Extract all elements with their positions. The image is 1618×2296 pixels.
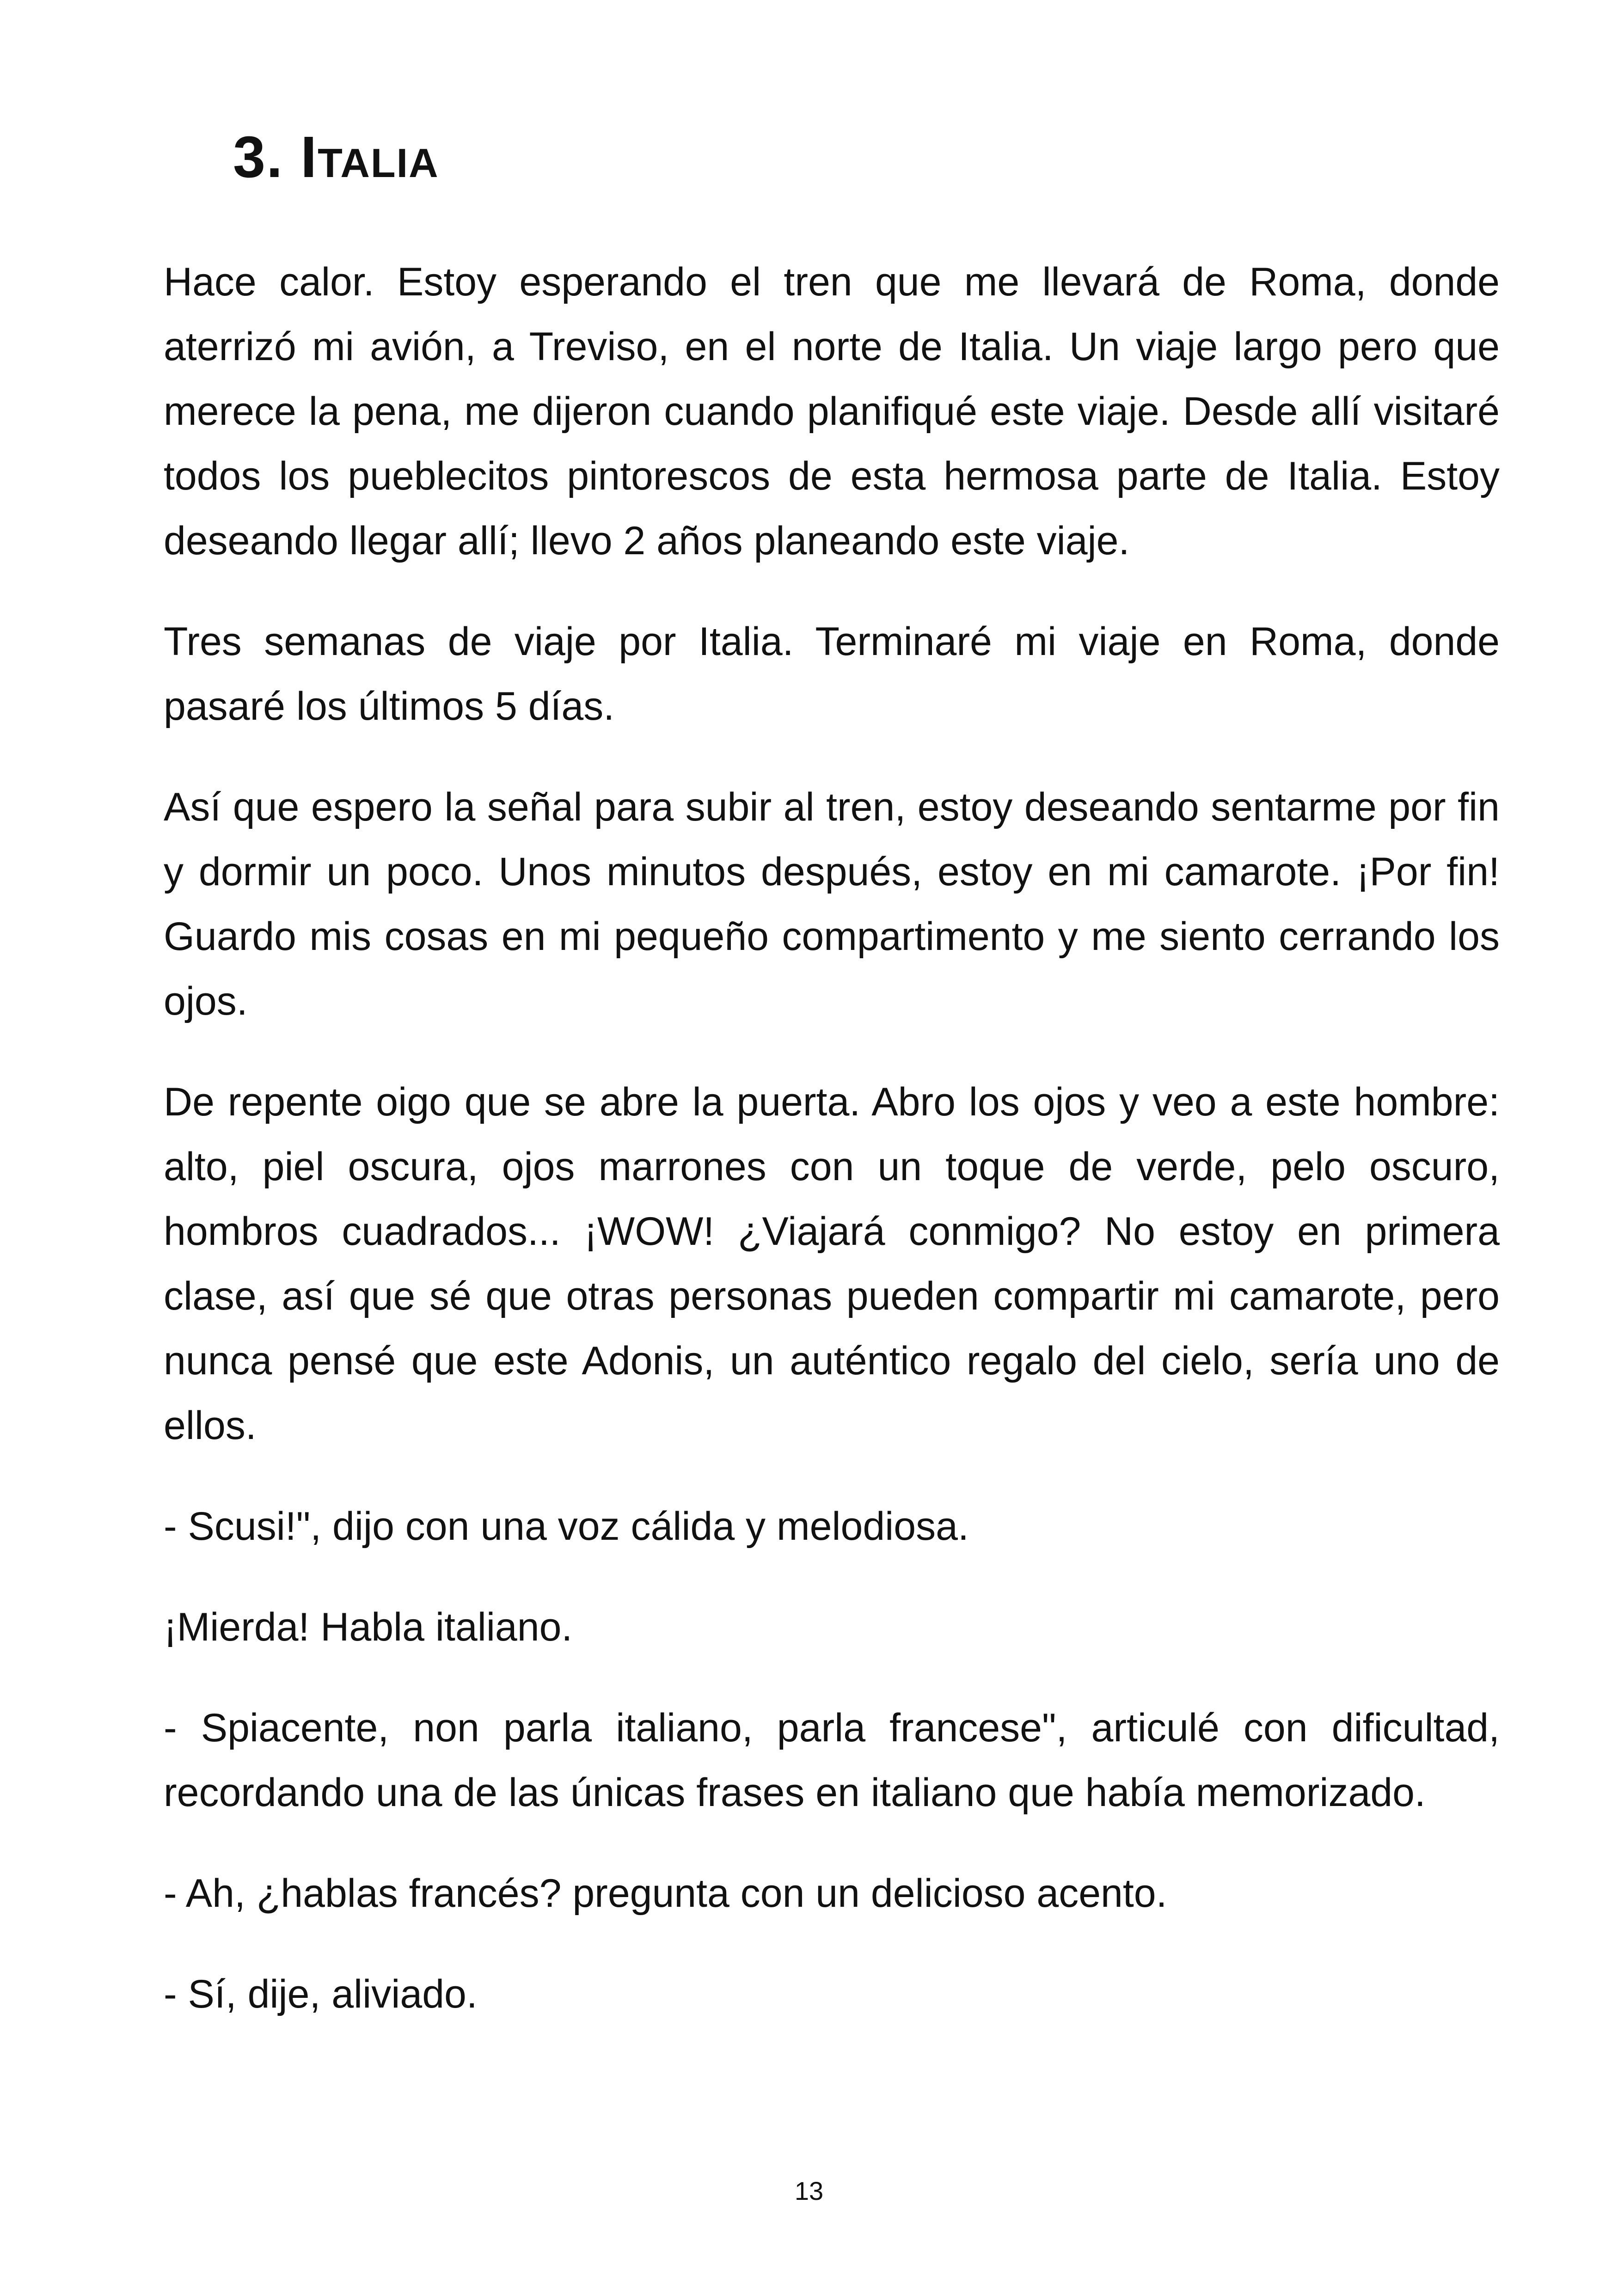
paragraph: ¡Mierda! Habla italiano. [164,1605,573,1649]
body-text [164,250,1500,2063]
paragraph: De repente oigo que se abre la puerta. Abro los ojos y veo a este hombre: alto, piel oscura, ojos marrones con un toque de verde, pelo oscuro, hombros cuadrados... ¡WOW! ¿Viajará conmigo? No estoy en primera clase, así que sé que otras personas pueden compartir mi camarote, pero nunca pensé que este Adonis, un auténtico regalo del cielo, sería uno de ellos. [164,1080,1500,1448]
paragraph: Hace calor. Estoy esperando el tren que me llevará de Roma, donde aterrizó mi avión, a Treviso, en el norte de Italia. Un viaje largo pero que merece la pena, me dijeron cuando planifiqué este viaje. Desde allí visitaré todos los pueblecitos pintorescos de esta hermosa parte de Italia. Estoy deseando llegar allí; llevo 2 años planeando este viaje. [164,260,1500,563]
dialogue-line: - Spiacente, non parla italiano, parla francese", articulé con dificultad, recordando una de las únicas frases en italiano que había memorizado. [164,1706,1500,1815]
chapter-title: 3. Italia [233,124,439,190]
paragraph: Así que espero la señal para subir al tren, estoy deseando sentarme por fin y dormir un poco. Unos minutos después, estoy en mi camarote. ¡Por fin! Guardo mis cosas en mi pequeño compartimento y me siento cerrando los ojos. [164,785,1500,1023]
dialogue-line: - Sí, dije, aliviado. [164,1972,478,2016]
dialogue-line: - Scusi!", dijo con una voz cálida y melodiosa. [164,1504,969,1549]
dialogue-line: - Ah, ¿hablas francés? pregunta con un delicioso acento. [164,1871,1167,1916]
paragraph: Tres semanas de viaje por Italia. Terminaré mi viaje en Roma, donde pasaré los últimos 5 días. [164,619,1500,729]
page-number: 13 [794,2176,824,2205]
